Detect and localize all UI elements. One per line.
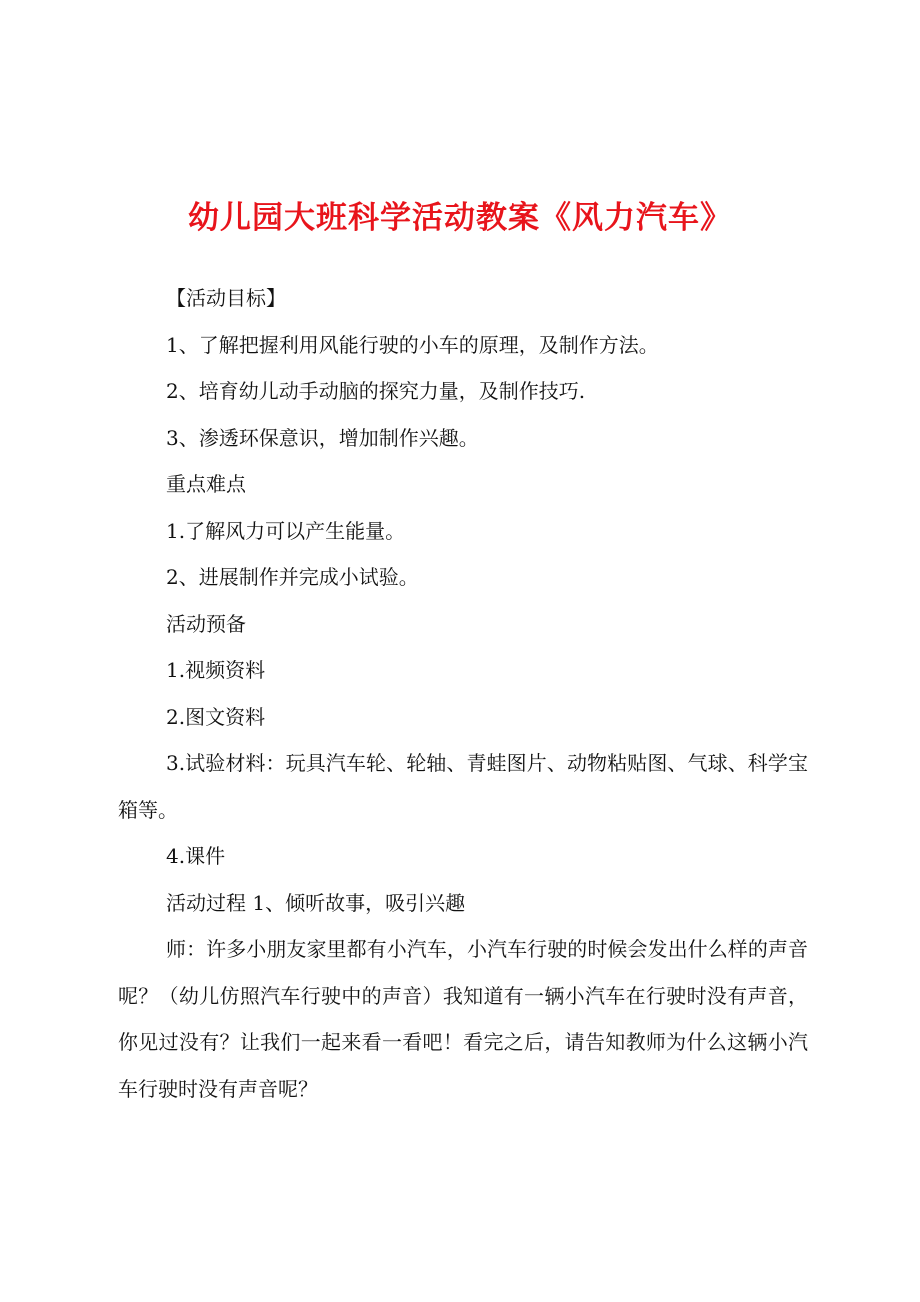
goal-item-1: 1、了解把握利用风能行驶的小车的原理，及制作方法。 [166, 332, 659, 357]
preparation-item-1: 1.视频资料 [166, 658, 266, 682]
key-point-item-1: 1.了解风力可以产生能量。 [166, 518, 406, 543]
section-heading-goals: 【活动目标】 [166, 286, 286, 310]
section-heading-key-points: 重点难点 [166, 472, 246, 496]
goal-item-2: 2、培育幼儿动手动脑的探究力量，及制作技巧. [166, 379, 586, 403]
section-heading-process: 活动过程 1、倾听故事，吸引兴趣 [166, 890, 466, 915]
key-point-item-2: 2、进展制作并完成小试验。 [166, 565, 419, 589]
document-title: 幼儿园大班科学活动教案《风力汽车》 [188, 200, 732, 236]
preparation-item-4: 4.课件 [166, 844, 226, 868]
preparation-item-3: 3.试验材料：玩具汽车轮、轮轴、青蛙图片、动物粘贴图、气球、科学宝箱等。 [118, 751, 808, 822]
document-body [118, 275, 808, 1112]
section-heading-preparation: 活动预备 [166, 611, 246, 636]
process-paragraph-1: 师：许多小朋友家里都有小汽车，小汽车行驶的时候会发出什么样的声音呢？（幼儿仿照汽车行驶中的声音）我知道有一辆小汽车在行驶时没有声音，你见过没有？让我们一起来看一看吧！看完之后，请告知教师为什么这辆小汽车行驶时没有声音呢？ [118, 937, 808, 1101]
preparation-item-2: 2.图文资料 [166, 704, 266, 729]
goal-item-3: 3、渗透环保意识，增加制作兴趣。 [166, 425, 479, 450]
